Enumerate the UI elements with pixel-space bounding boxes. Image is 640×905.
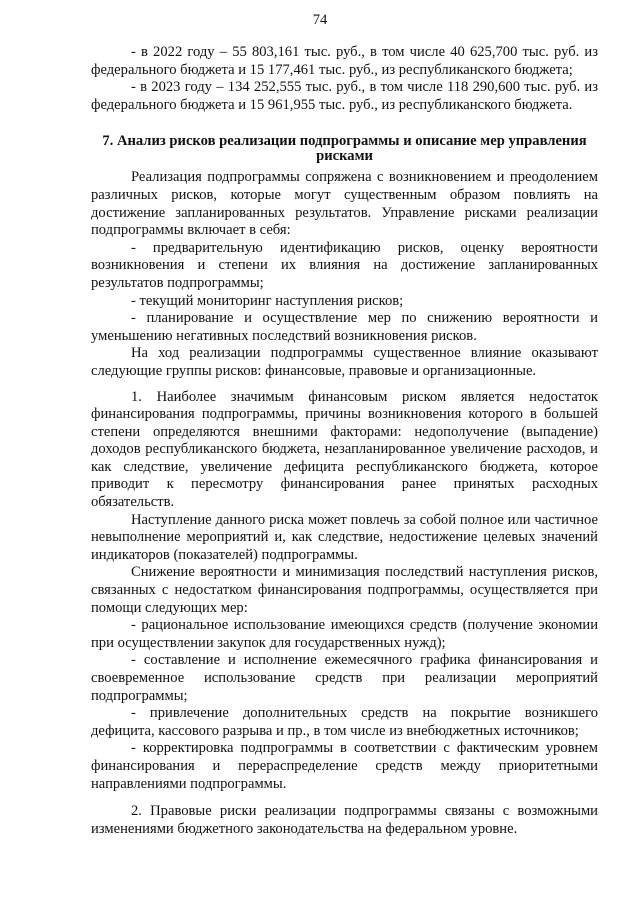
consequence-paragraph: Наступление данного риска может повлечь за собой полное или частичное невыполнение мероприятий и, как следствие, недостижение целевых значений индикаторов (показателей) подпрограммы. — [91, 511, 598, 563]
financial-risk-paragraph: 1. Наиболее значимым финансовым риском является недостаток финансирования подпрограммы, причины возникновения которого в большей степени определяются внешними факторами: недополучение (выпадение) доходов республиканского бюджета, незапланированное увеличение расходов, и как следствие, увеличение дефицита республиканского бюджета, которое приводит к пересмотру финансирования ранее принятых расходных обязательств. — [91, 388, 598, 511]
risk-mgmt-item: - предварительную идентификацию рисков, оценку вероятности возникновения и степени их влияния на достижение запланированных результатов подпрограммы; — [91, 239, 598, 291]
page-body — [91, 44, 598, 838]
risk-groups-paragraph: На ход реализации подпрограммы существенное влияние оказывают следующие группы рисков: финансовые, правовые и организационные. — [91, 345, 598, 379]
risk-mgmt-item: - планирование и осуществление мер по снижению вероятности и уменьшению негативных последствий возникновения рисков. — [91, 310, 598, 344]
spacer — [91, 381, 598, 389]
mitigation-item: - рациональное использование имеющихся средств (получение экономии при осуществлении закупок для государственных нужд); — [91, 617, 598, 651]
legal-risk-paragraph: 2. Правовые риски реализации подпрограммы связаны с возможными изменениями бюджетного законодательства на федеральном уровне. — [91, 803, 598, 837]
mitigation-item: - привлечение дополнительных средств на покрытие возникшего дефицита, кассового разрыва и пр., в том числе из внебюджетных источников; — [91, 705, 598, 739]
spacer — [91, 793, 598, 803]
section-heading: 7. Анализ рисков реализации подпрограммы и описание мер управления рисками — [102, 133, 587, 164]
mitigation-intro-paragraph: Снижение вероятности и минимизация последствий наступления рисков, связанных с недостатком финансирования подпрограммы, осуществляется при помощи следующих мер: — [91, 564, 598, 616]
funding-2022-item: - в 2022 году – 55 803,161 тыс. руб., в том числе 40 625,700 тыс. руб. из федерального бюджета и 15 177,461 тыс. руб., из республиканского бюджета; — [91, 44, 598, 78]
mitigation-item: - корректировка подпрограммы в соответствии с фактическим уровнем финансирования и перераспределение средств между приоритетными направлениями подпрограммы. — [91, 740, 598, 792]
risk-intro-paragraph: Реализация подпрограммы сопряжена с возникновением и преодолением различных рисков, которые могут существенным образом повлиять на достижение запланированных результатов. Управление рисками реализации подпрограммы включает в себя: — [91, 169, 598, 239]
page-number: 74 — [312, 12, 328, 28]
funding-2023-item: - в 2023 году – 134 252,555 тыс. руб., в том числе 118 290,600 тыс. руб. из федерального бюджета и 15 961,955 тыс. руб., из республиканского бюджета. — [91, 79, 598, 113]
mitigation-item: - составление и исполнение ежемесячного графика финансирования и своевременное использование средств при реализации мероприятий подпрограммы; — [91, 652, 598, 704]
risk-mgmt-item: - текущий мониторинг наступления рисков; — [131, 292, 404, 309]
